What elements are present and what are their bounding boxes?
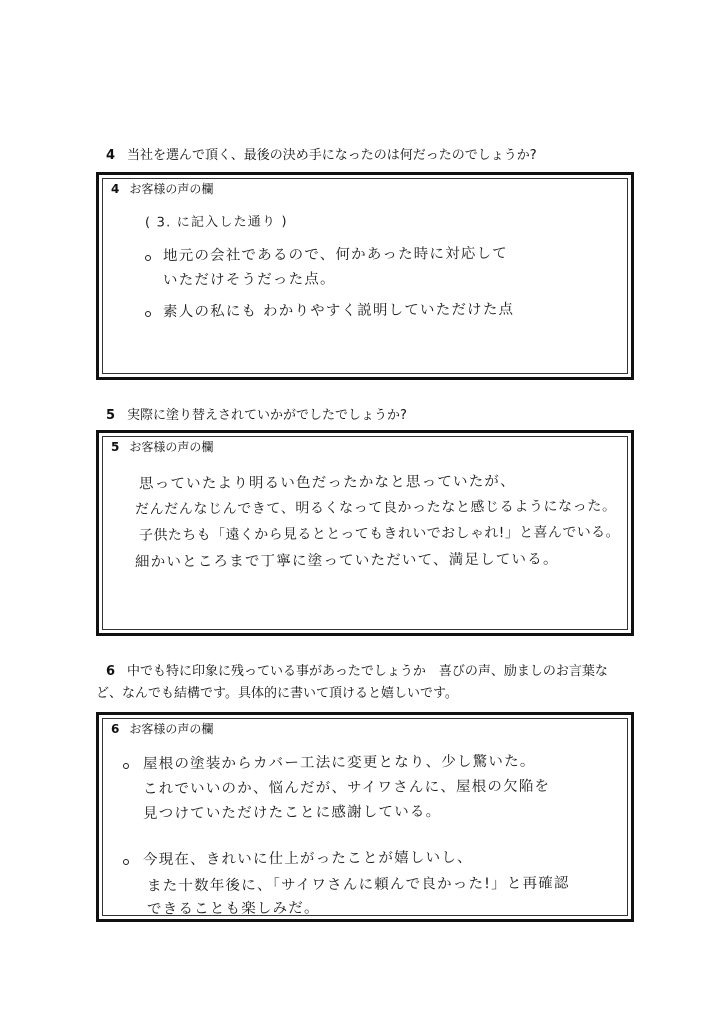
answer-5-line-2: だんだんなじんできて、明るくなって良かったなと感じるようになった。 xyxy=(134,498,617,518)
question-6-text-line-2: ど、なんでも結構です。具体的に書いて頂けると嬉しいです。 xyxy=(96,686,458,701)
answer-4-line-1: ( 3. に記入した通り ) xyxy=(144,214,288,231)
question-5 xyxy=(106,406,646,426)
answer-4-line-4: 素人の私にも わかりやすく説明していただけた点 xyxy=(162,301,515,321)
answer-4-line-2: 地元の会社であるので、何かあった時に対応して xyxy=(162,245,509,265)
answer-5-line-3: 子供たちも「遠くから見るととってもきれいでおしゃれ!」と喜んでいる。 xyxy=(138,524,620,544)
question-4-number: 4 xyxy=(106,148,116,163)
answer-4-line-3: いただけそうだった点。 xyxy=(162,271,336,289)
answer-5-line-4: 細かいところまで丁寧に塗っていただいて、満足している。 xyxy=(134,551,559,571)
answer-6-line-4: 今現在、きれいに仕上がったことが嬉しいし、 xyxy=(142,849,473,869)
answer-box-4-label xyxy=(111,181,213,197)
answer-box-6-label xyxy=(111,721,213,737)
question-6-text-line-1: 中でも特に印象に残っている事があったでしょうか 喜びの声、励ましのお言葉な xyxy=(127,664,608,679)
question-4 xyxy=(106,146,646,166)
answer-6-line-5: また十数年後に、「サイワさんに頼んで良かった!」と再確認 xyxy=(146,875,570,895)
bullet-icon xyxy=(145,255,151,261)
question-6 xyxy=(106,662,646,682)
question-5-number: 5 xyxy=(106,408,116,423)
question-5-text: 実際に塗り替えされていかがでしたでしょうか? xyxy=(127,408,407,423)
answer-5-line-1: 思っていたより明るい色だったかなと思っていたが、 xyxy=(138,473,516,493)
question-6-continued xyxy=(96,684,636,704)
bullet-icon xyxy=(123,859,129,865)
question-4-text: 当社を選んで頂く、最後の決め手になったのは何だったのでしょうか? xyxy=(127,148,537,163)
answer-box-4-number: 4 xyxy=(111,182,120,196)
answer-box-6-title: お客様の声の欄 xyxy=(129,722,214,736)
answer-6-line-2: これでいいのか、悩んだが、サイワさんに、屋根の欠陥を xyxy=(142,778,551,798)
answer-box-5-title: お客様の声の欄 xyxy=(129,440,214,454)
answer-box-6-number: 6 xyxy=(111,722,120,736)
question-6-number: 6 xyxy=(106,664,116,679)
bullet-icon xyxy=(145,311,151,317)
answer-box-6 xyxy=(96,712,634,922)
answer-box-4-title: お客様の声の欄 xyxy=(129,182,214,196)
answer-box-5-label xyxy=(111,439,213,455)
answer-6-line-1: 屋根の塗装からカバー工法に変更となり、少し驚いた。 xyxy=(142,753,536,773)
answer-6-line-3: 見つけていただけたことに感謝している。 xyxy=(142,803,442,823)
bullet-icon xyxy=(123,763,129,769)
answer-6-line-6: できることも楽しみだ。 xyxy=(146,900,320,918)
answer-box-5 xyxy=(96,430,634,636)
answer-box-4 xyxy=(96,172,634,380)
answer-box-5-number: 5 xyxy=(111,440,120,454)
